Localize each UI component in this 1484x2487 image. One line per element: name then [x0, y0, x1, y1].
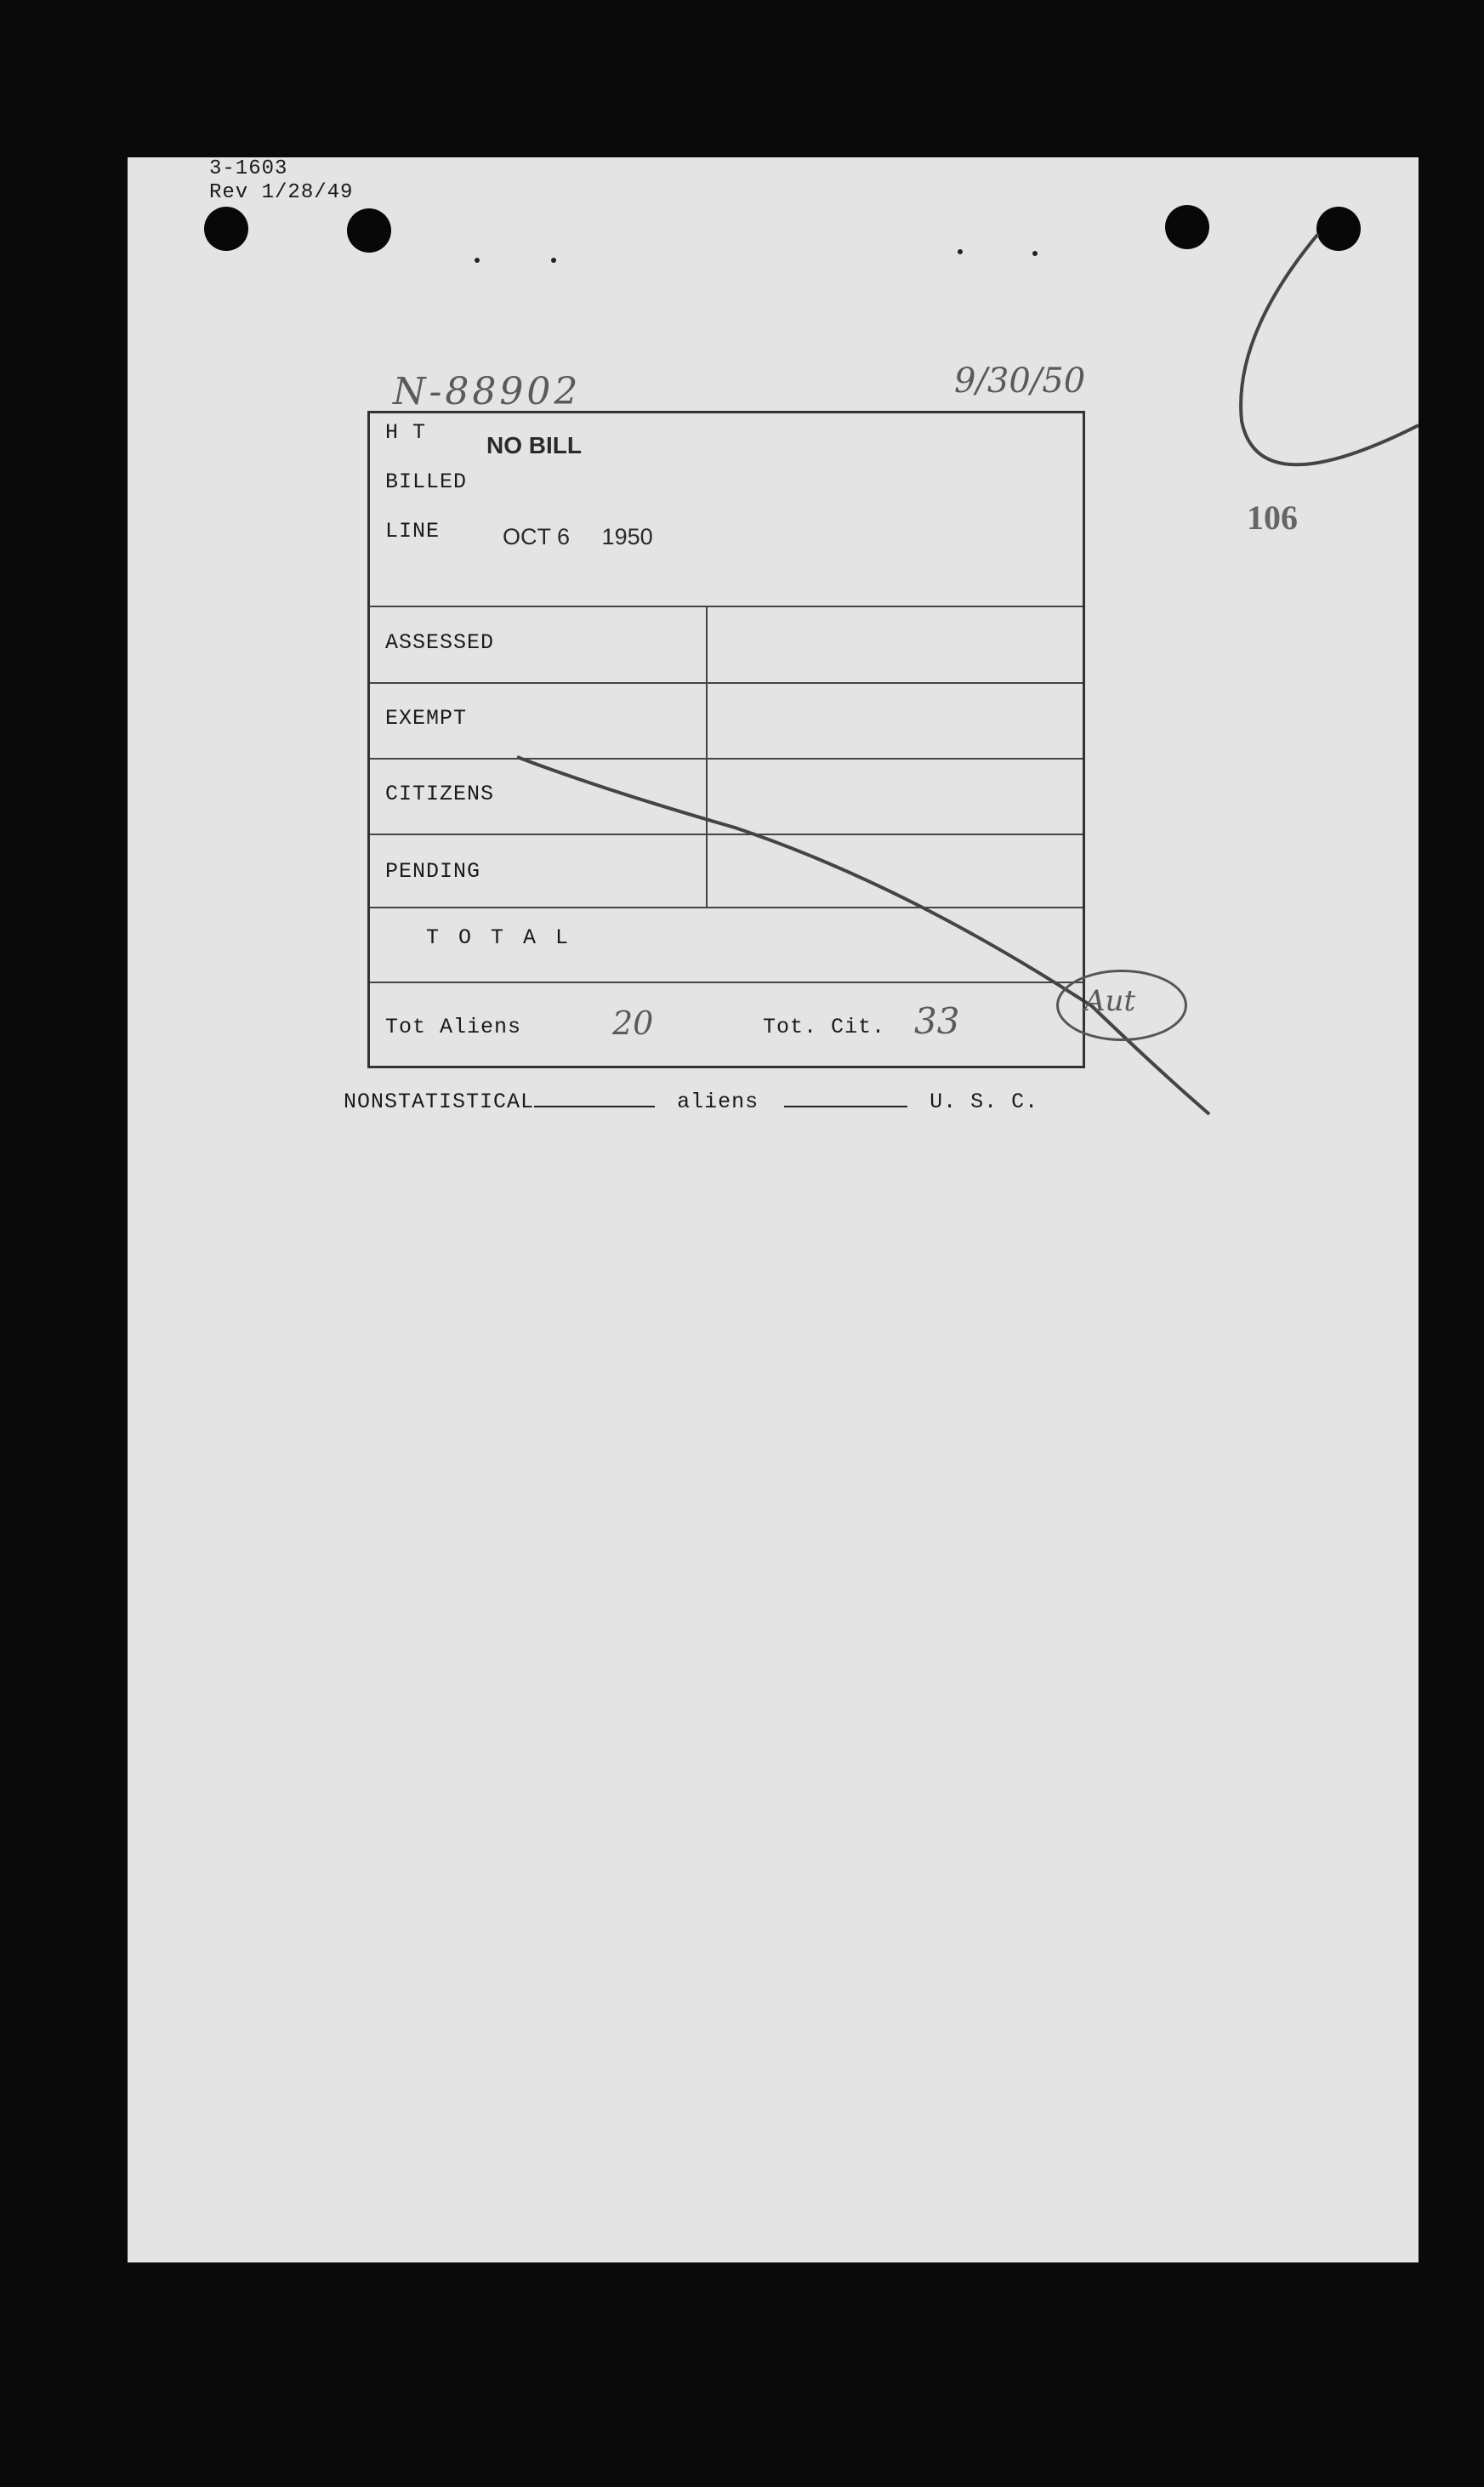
usc-label: U. S. C. — [930, 1090, 1039, 1114]
billed-label: BILLED — [385, 470, 468, 494]
tot-aliens-label: Tot Aliens — [385, 1015, 522, 1039]
row-label-citizens: CITIZENS — [385, 782, 495, 806]
ink-speck — [551, 258, 556, 263]
ink-speck — [1032, 251, 1038, 256]
pencil-stroke — [1106, 234, 1419, 523]
tot-aliens-value: 20 — [612, 1004, 654, 1042]
nonstatistical-blank — [534, 1087, 655, 1107]
aliens-blank — [784, 1087, 907, 1107]
initials: Aut — [1084, 984, 1136, 1018]
handwritten-date: 9/30/50 — [954, 361, 1086, 401]
punch-hole — [204, 207, 248, 251]
column-divider — [706, 606, 708, 907]
line-stamp-year: 1950 — [601, 524, 653, 549]
punch-hole — [347, 208, 391, 253]
form-revision: Rev 1/28/49 — [209, 181, 354, 204]
line-stamp-month-day: OCT 6 — [503, 524, 571, 549]
initials-circle — [1056, 970, 1187, 1041]
tot-cit-label: Tot. Cit. — [763, 1015, 886, 1039]
total-label: T O T A L — [426, 925, 572, 950]
page-number: 106 — [1247, 498, 1298, 537]
row-label-pending: PENDING — [385, 859, 481, 884]
file-number: N-88902 — [393, 370, 582, 413]
ink-speck — [958, 249, 963, 254]
tot-cit-value: 33 — [914, 1000, 960, 1042]
row-label-exempt: EXEMPT — [385, 706, 468, 731]
divider — [370, 682, 1083, 684]
billing-form — [367, 411, 1085, 1068]
line-label: LINE — [385, 519, 441, 543]
divider — [370, 907, 1083, 908]
aliens-label: aliens — [677, 1090, 759, 1114]
divider — [370, 758, 1083, 760]
divider — [370, 834, 1083, 835]
no-bill-stamp: NO BILL — [486, 432, 582, 458]
ht-label: H T — [385, 420, 427, 445]
nonstatistical-label: NONSTATISTICAL — [344, 1090, 535, 1114]
row-label-assessed: ASSESSED — [385, 630, 495, 655]
ink-speck — [475, 258, 480, 263]
line-stamp-date — [503, 524, 653, 550]
divider — [370, 982, 1083, 983]
form-id: 3-1603 — [209, 157, 288, 180]
divider — [370, 606, 1083, 607]
footer-line — [344, 1087, 1038, 1114]
